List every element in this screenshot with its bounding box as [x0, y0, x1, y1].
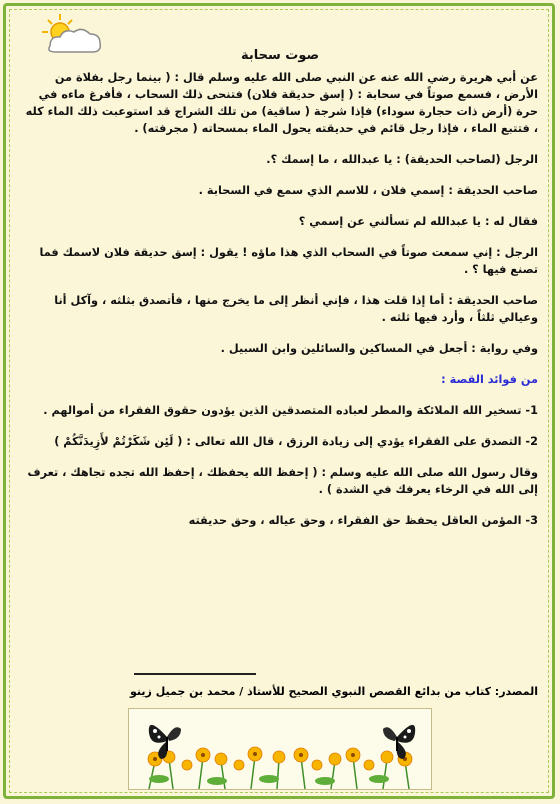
benefit-item: 2- التصدق على الفقراء يؤدي إلى زيادة الرزق ، قال الله تعالى : ( لَئِن شَكَرْتُمْ لأَزِيدَنَّكُمْ ) [54, 435, 538, 448]
benefit-item: وقال رسول الله صلى الله عليه وسلم : ( إحفظ الله يحفظك ، إحفظ الله تجده تجاهك ، تعرف إلى الله في الرخاء يعرفك في الشدة ) . [27, 466, 538, 496]
separator-line [134, 673, 256, 675]
story-paragraph: صاحب الحديقة : أما إذا قلت هذا ، فإني أنظر إلى ما يخرج منها ، فأتصدق بثلثه ، وآكل أنا وعيالي ثلثاً ، وأرد فيها ثلثه . [54, 294, 538, 324]
benefits-heading: من فوائد القصة : [441, 373, 538, 386]
story-paragraph: صاحب الحديقة : إسمي فلان ، للاسم الذي سمع في السحابة . [198, 184, 538, 197]
source-line: المصدر: كتاب من بدائع القصص النبوي الصحيح للأستاذ / محمد بن جميل زينو [130, 685, 538, 698]
article [22, 48, 538, 529]
benefit-item: 1- تسخير الله الملائكة والمطر لعباده المتصدقين الذين يؤدون حقوق الفقراء من أموالهم . [43, 404, 538, 417]
story-paragraph: فقال له : يا عبدالله لم تسألني عن إسمي ؟ [298, 215, 538, 228]
page-title: صوت سحابة [240, 48, 320, 63]
story-paragraph: عن أبي هريرة رضي الله عنه عن النبي صلى الله عليه وسلم قال : ( بينما رجل بفلاة من الأرض ، فسمع صوتاً في سحابة : ( إسق حديقة فلان) فتنحى ذلك السحاب ، فأفرغ ماءه في حرة (أرض ذات حجارة سوداء) فإذا شرجة ( ساقية) من تلك الشراج قد استوعبت ذلك الماء كله ، فتتبع الماء ، فإذا رجل قائم في حديقته يحول الماء بمسحاته ( مجرفته) . [25, 71, 538, 135]
story-paragraph: الرجل (لصاحب الحديقة) : يا عبدالله ، ما إسمك ؟. [266, 153, 538, 166]
story-paragraph: الرجل : إني سمعت صوتاً في السحاب الذي هذا ماؤه ! يقول : إسق حديقة فلان لاسمك فما تصنع فيها ؟ . [39, 246, 538, 276]
flowers-image [128, 708, 432, 790]
benefit-item: 3- المؤمن العاقل يحفظ حق الفقراء ، وحق عياله ، وحق حديقته [188, 514, 538, 527]
story-paragraph: وفي رواية : أجعل في المساكين والسائلين وابن السبيل . [220, 342, 538, 355]
